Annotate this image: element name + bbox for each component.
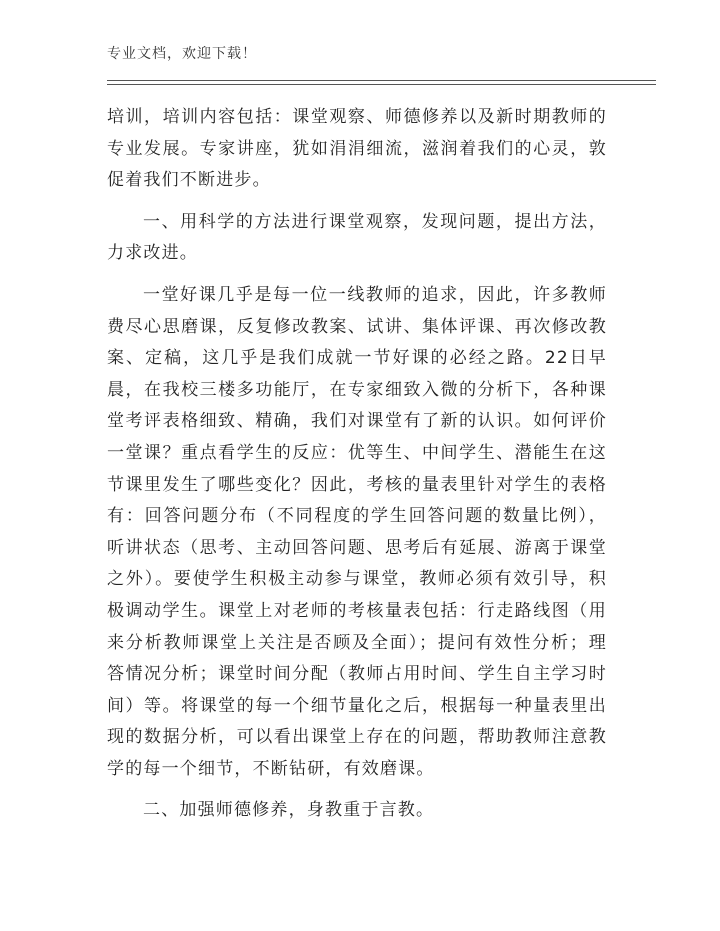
section-heading-2: 二、加强师德修养，身教重于言教。 (143, 800, 435, 821)
document-header: 专业文档，欢迎下载！ (107, 46, 257, 62)
header-rule-bottom (107, 84, 656, 85)
section-heading-1: 一、用科学的方法进行课堂观察，发现问题，提出方法，力求改进。 (107, 211, 607, 264)
paragraph-classroom-observation: 一堂好课几乎是每一位一线教师的追求，因此，许多教师费尽心思磨课，反复修改教案、试讲、集体评课、再次修改教案、定稿，这几乎是我们成就一节好课的必经之路。22日早晨，在我校三楼多功能厅，在专家细致入微的分析下，各种课堂考评表格细致、精确，我们对课堂有了新的认识。如何评价一堂课？重点看学生的反应：优等生、中间学生、潜能生在这节课里发生了哪些变化？因此，考核的量表里针对学生的表格有：回答问题分布（不同程度的学生回答问题的数量比例），听讲状态（思考、主动回答问题、思考后有延展、游离于课堂之外）。要使学生积极主动参与课堂，教师必须有效引导，积极调动学生。课堂上对老师的考核量表包括：行走路线图（用来分析教师课堂上关注是否顾及全面）；提问有效性分析；理答情况分析；课堂时间分配（教师占用时间、学生自主学习时间）等。将课堂的每一个细节量化之后，根据每一种量表里出现的数据分析，可以看出课堂上存在的问题，帮助教师注意教学的每一个细节，不断钻研，有效磨课。 (107, 284, 607, 779)
header-rule-top (107, 80, 656, 81)
paragraph-intro-continued: 培训，培训内容包括：课堂观察、师德修养以及新时期教师的专业发展。专家讲座，犹如涓涓细流，滋润着我们的心灵，敦促着我们不断进步。 (107, 107, 607, 191)
document-body (107, 102, 607, 827)
